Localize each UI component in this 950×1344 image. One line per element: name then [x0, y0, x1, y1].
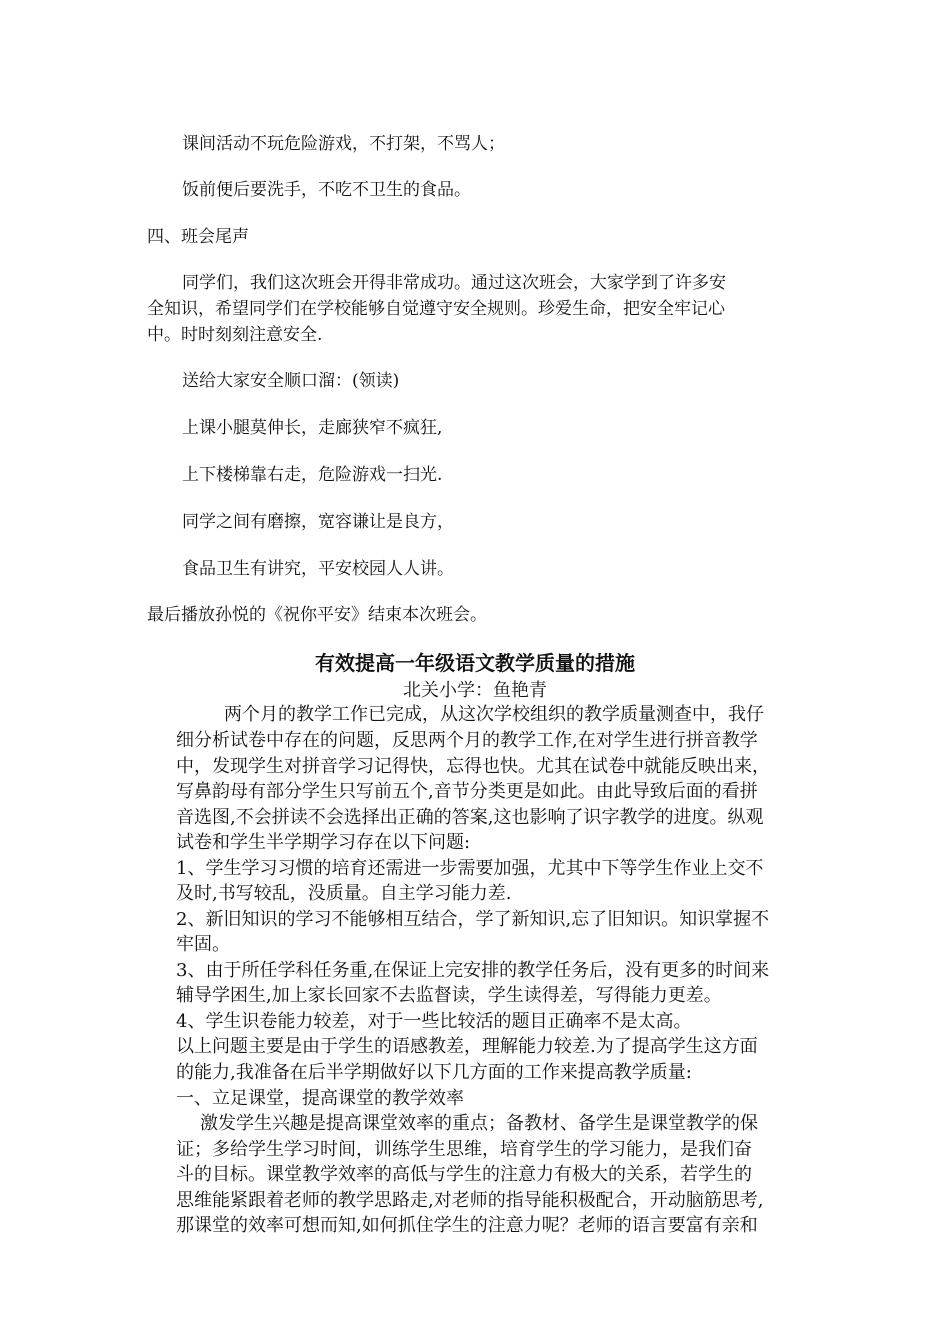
rule-play: 课间活动不玩危险游戏，不打架，不骂人；	[182, 134, 505, 154]
rhyme-line-1: 上课小腿莫伸长，走廊狭窄不疯狂,	[182, 418, 443, 438]
article-line: 思维能紧跟着老师的教学思路走,对老师的指导能积极配合，开动脑筋思考,	[176, 1190, 764, 1211]
article-line: 写鼻韵母有部分学生只写前五个,音节分类更是如此。由此导致后面的看拼	[176, 781, 758, 802]
article-line: 两个月的教学工作已完成，从这次学校组织的教学质量测查中，我仔	[224, 704, 764, 725]
rule-wash: 饭前便后要洗手，不吃不卫生的食品。	[182, 180, 471, 200]
article-line: 音选图,不会拼读不会选择出正确的答案,这也影响了识字教学的进度。纵观	[176, 807, 764, 828]
article-line: 4、学生识卷能力较差，对于一些比较活的题目正确率不是太高。	[176, 1011, 692, 1032]
article-line: 试卷和学生半学期学习存在以下问题:	[176, 832, 471, 853]
article-line: 的能力,我准备在后半学期做好以下几方面的工作来提高教学质量:	[176, 1062, 692, 1083]
article-line: 牢固。	[176, 934, 230, 955]
closing-line-1: 同学们，我们这次班会开得非常成功。通过这次班会，大家学到了许多安	[182, 273, 726, 293]
article-line: 以上问题主要是由于学生的语感教差，理解能力较差.为了提高学生这方面	[176, 1036, 758, 1057]
rhyme-intro: 送给大家安全顺口溜：(领读)	[182, 371, 400, 391]
article-line: 那课堂的效率可想而知,如何抓住学生的注意力呢？老师的语言要富有亲和	[176, 1215, 758, 1236]
closing-line-3: 中。时时刻刻注意安全.	[147, 325, 323, 345]
article-line: 1、学生学习习惯的培育还需进一步需要加强，尤其中下等学生作业上交不	[176, 858, 764, 879]
closing-line-2: 全知识，希望同学们在学校能够自觉遵守安全规则。珍爱生命，把安全牢记心	[147, 299, 725, 319]
article-line: 斗的目标。课堂教学效率的高低与学生的注意力有极大的关系，若学生的	[176, 1164, 752, 1185]
article-author: 北关小学：鱼艳青	[403, 680, 547, 701]
article-line: 及时,书写较乱，没质量。自主学习能力差.	[176, 883, 512, 904]
rhyme-line-4: 食品卫生有讲究，平安校园人人讲。	[182, 559, 454, 579]
ending-line: 最后播放孙悦的《祝你平安》结束本次班会。	[147, 605, 487, 625]
rhyme-line-2: 上下楼梯靠右走，危险游戏一扫光.	[182, 465, 443, 485]
article-line: 2、新旧知识的学习不能够相互结合，学了新知识,忘了旧知识。知识掌握不	[176, 909, 770, 930]
rhyme-line-3: 同学之间有磨擦，宽容谦让是良方，	[182, 512, 454, 532]
article-line: 3、由于所任学科任务重,在保证上完安排的教学任务后，没有更多的时间来	[176, 960, 770, 981]
article-line: 证；多给学生学习时间，训练学生思维，培育学生的学习能力，是我们奋	[176, 1139, 752, 1160]
article-line: 中，发现学生对拼音学习记得快，忘得也快。尤其在试卷中就能反映出来，	[176, 756, 770, 777]
article-title: 有效提高一年级语文教学质量的措施	[315, 651, 635, 675]
heading-meeting-end: 四、班会尾声	[147, 227, 249, 247]
article-line: 辅导学困生,加上家长回家不去监督读，学生读得差，写得能力更差。	[176, 985, 722, 1006]
article-line: 激发学生兴趣是提高课堂效率的重点；备教材、备学生是课堂教学的保	[200, 1113, 758, 1134]
subheading-classroom: 一、立足课堂，提高课堂的教学效率	[176, 1088, 464, 1109]
article-line: 细分析试卷中存在的问题，反思两个月的教学工作,在对学生进行拼音教学	[176, 730, 758, 751]
